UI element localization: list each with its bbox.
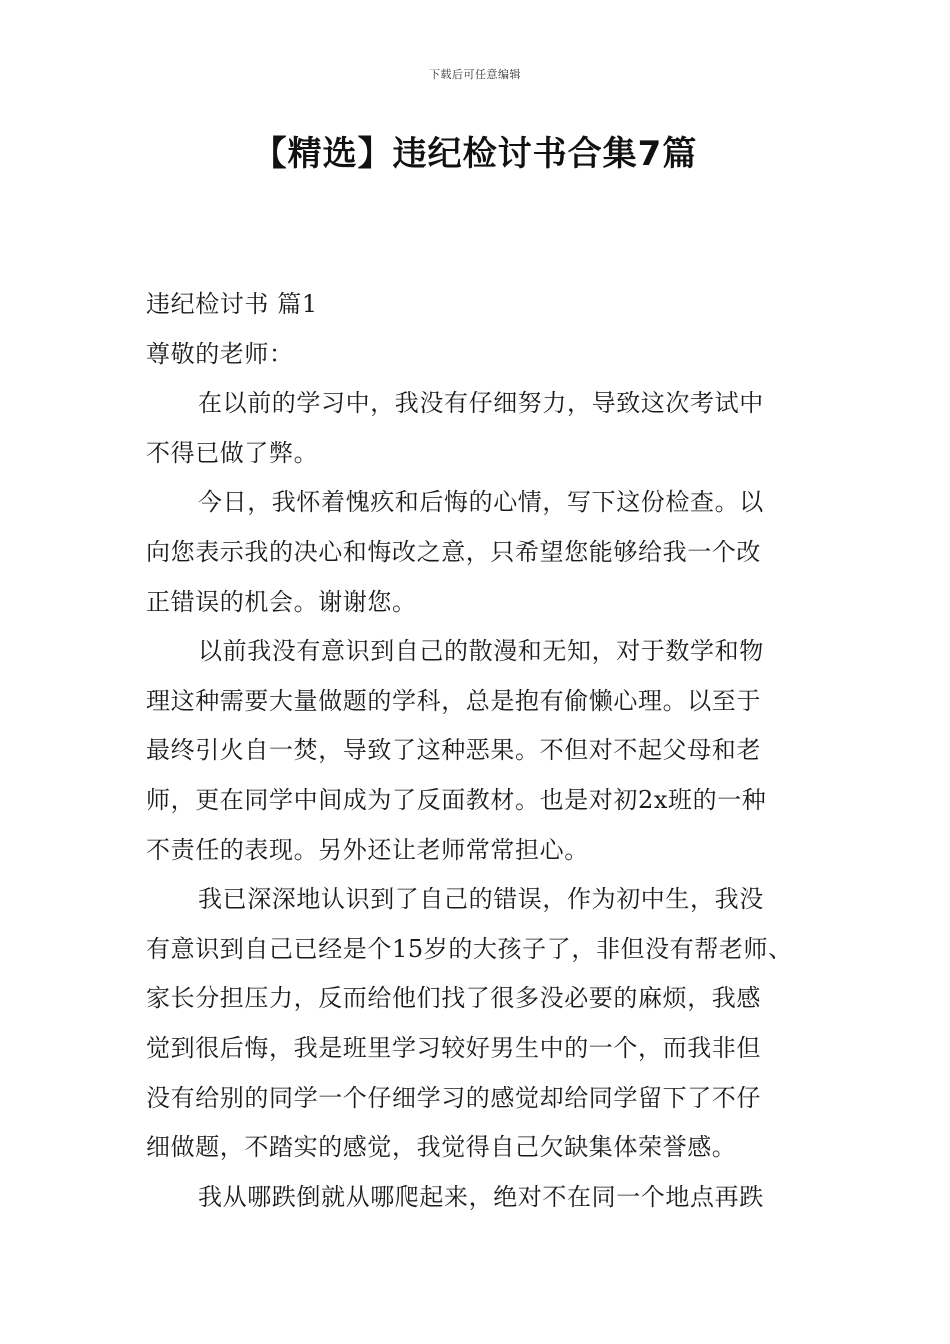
paragraph-line: 不责任的表现。另外还让老师常常担心。	[146, 835, 589, 864]
paragraph-line: 今日，我怀着愧疚和后悔的心情，写下这份检查。以	[198, 488, 764, 517]
paragraph-line: 没有给别的同学一个仔细学习的感觉却给同学留下了不仔	[146, 1083, 761, 1112]
paragraph-line: 理这种需要大量做题的学科，总是抱有偷懒心理。以至于	[146, 686, 761, 715]
document-body	[146, 280, 808, 1222]
paragraph-line: 师，更在同学中间成为了反面教材。也是对初2x班的一种	[146, 785, 767, 814]
paragraph-line: 正错误的机会。谢谢您。	[146, 587, 417, 616]
paragraph-line: 细做题，不踏实的感觉，我觉得自己欠缺集体荣誉感。	[146, 1133, 737, 1162]
paragraph-line: 以前我没有意识到自己的散漫和无知，对于数学和物	[198, 637, 764, 666]
salutation: 尊敬的老师：	[146, 339, 294, 368]
paragraph-line: 有意识到自己已经是个15岁的大孩子了，非但没有帮老师、	[146, 934, 793, 963]
paragraph-line: 觉到很后悔，我是班里学习较好男生中的一个，而我非但	[146, 1033, 761, 1062]
paragraph-line: 在以前的学习中，我没有仔细努力，导致这次考试中	[198, 389, 764, 418]
paragraph-line: 最终引火自一焚，导致了这种恶果。不但对不起父母和老	[146, 736, 761, 765]
document-title: 【精选】违纪检讨书合集7篇	[252, 134, 698, 174]
header-note: 下载后可任意编辑	[429, 68, 521, 81]
section-heading: 违纪检讨书 篇1	[146, 290, 318, 318]
paragraph-line: 家长分担压力，反而给他们找了很多没必要的麻烦，我感	[146, 984, 761, 1013]
paragraph-line: 不得已做了弊。	[146, 438, 319, 467]
paragraph-line: 我已深深地认识到了自己的错误，作为初中生，我没	[198, 885, 764, 914]
paragraph-line: 我从哪跌倒就从哪爬起来，绝对不在同一个地点再跌	[198, 1182, 764, 1211]
paragraph-line: 向您表示我的决心和悔改之意，只希望您能够给我一个改	[146, 537, 761, 566]
